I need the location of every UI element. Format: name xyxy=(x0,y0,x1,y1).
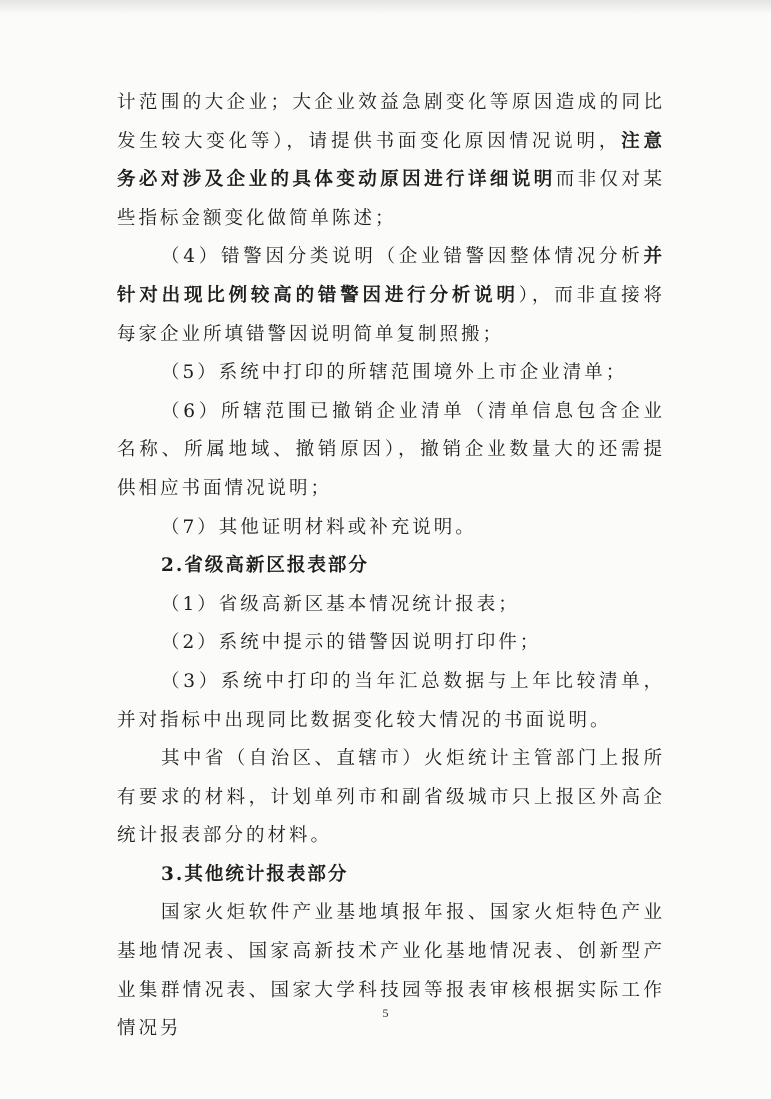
section-heading-other-reports: 3.其他统计报表部分 xyxy=(161,863,349,885)
item-4-alert-cause-explanation xyxy=(117,238,665,354)
document-body xyxy=(117,84,665,1049)
text-run: （4）错警因分类说明（企业错警因整体情况分析 xyxy=(161,246,644,268)
scan-edge-shadow xyxy=(0,0,771,14)
item-1-basic-stats-report: （1）省级高新区基本情况统计报表； xyxy=(161,593,520,615)
item-5-overseas-listed-list: （5）系统中打印的所辖范围境外上市企业清单； xyxy=(161,362,628,384)
item-7-other-materials: （7）其他证明材料或补充说明。 xyxy=(161,516,477,538)
bold-emphasis: 并针对出现比例较高的错警因进行分析说明 xyxy=(117,246,665,306)
item-2-alert-printout: （2）系统中提示的错警因说明打印件； xyxy=(161,632,542,654)
item-3-year-comparison-list: （3）系统中打印的当年汇总数据与上年比较清单，并对指标中出现同比数据变化较大情况的书面说明。 xyxy=(117,670,665,731)
bold-emphasis: 注意务必对涉及企业的具体变动原因进行详细说明 xyxy=(117,130,665,191)
text-run: 计范围的大企业；大企业效益急剧变化等原因造成的同比发生较大变化等），请提供书面变化原因情况说明， xyxy=(117,92,665,152)
paragraph-submission-requirements: 其中省（自治区、直辖市）火炬统计主管部门上报所有要求的材料，计划单列市和副省级城市只上报区外高企统计报表部分的材料。 xyxy=(117,748,665,847)
paragraph-other-reports: 国家火炬软件产业基地填报年报、国家火炬特色产业基地情况表、国家高新技术产业化基地情况表、创新型产业集群情况表、国家大学科技园等报表审核根据实际工作情况另 xyxy=(117,902,665,1040)
text-run: ），而非直接将每家企业所填错警因说明简单复制照搬； xyxy=(117,284,665,345)
text-run: 而非仅对某些指标金额变化做简单陈述； xyxy=(117,169,665,229)
page-number: 5 xyxy=(382,1006,389,1020)
section-heading-provincial-hitech-zone: 2.省级高新区报表部分 xyxy=(161,555,369,577)
paragraph-continuation xyxy=(117,84,665,238)
item-6-revoked-enterprise-list: （6）所辖范围已撤销企业清单（清单信息包含企业名称、所属地域、撤销原因），撤销企业数量大的还需提供相应书面情况说明； xyxy=(117,400,665,499)
